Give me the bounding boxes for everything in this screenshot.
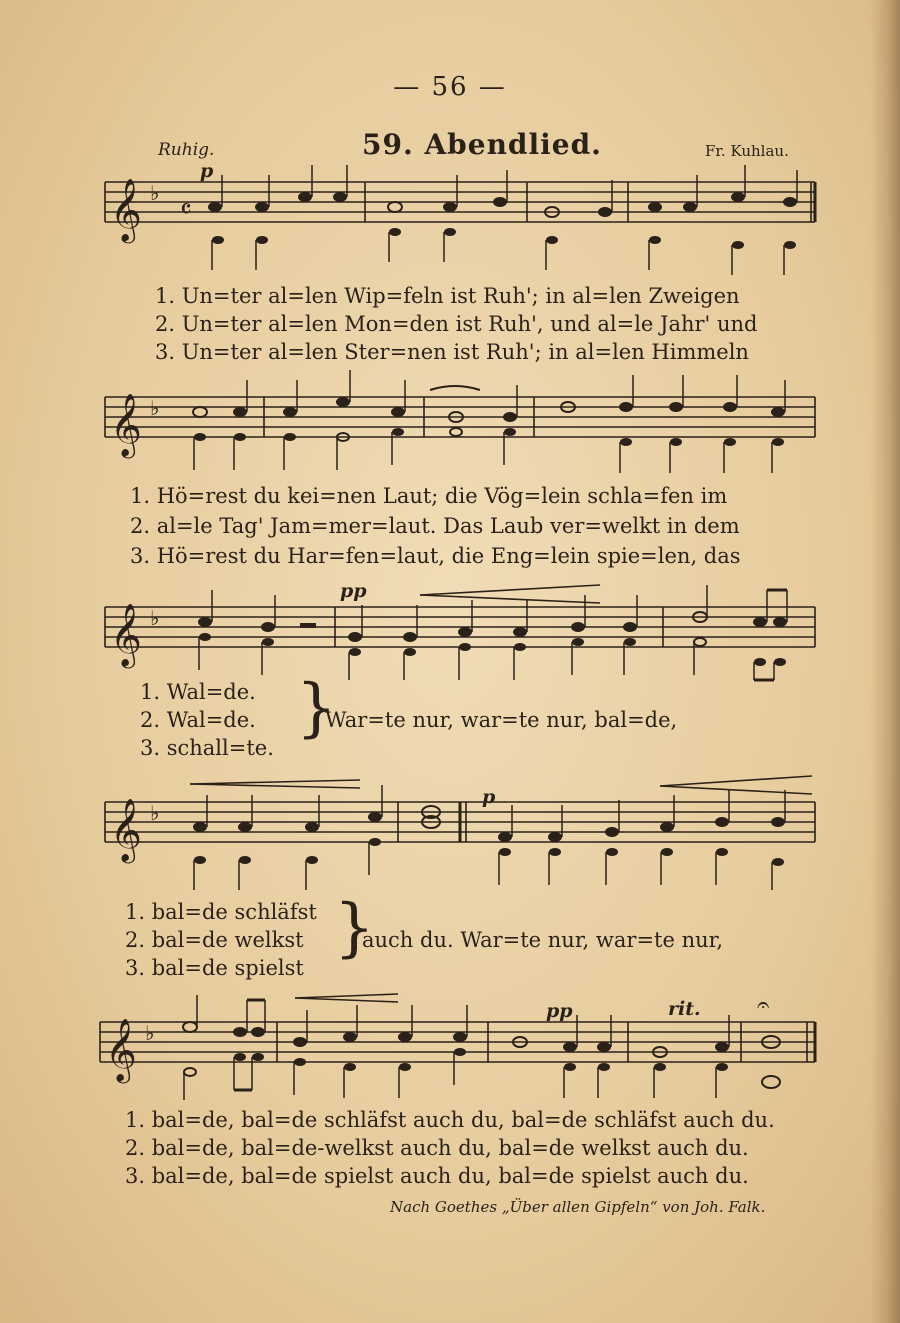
music-staff-3: [0, 595, 900, 690]
shared-lyric: auch du. War=te nur, war=te nur,: [362, 928, 724, 952]
svg-text:♭: ♭: [150, 396, 160, 420]
svg-text:𝄞: 𝄞: [110, 603, 142, 666]
svg-text:♭: ♭: [150, 181, 160, 205]
lyric-line: 3. Hö=rest du Har=fen=laut, die Eng=lein spie=len, das: [130, 544, 741, 568]
dynamic-marking: pp: [340, 580, 367, 602]
lyric-line: 2. bal=de welkst: [125, 928, 304, 952]
lyric-line: 2. bal=de, bal=de-welkst auch du, bal=de welkst auch du.: [125, 1136, 749, 1160]
music-staff-2: [0, 385, 900, 495]
tempo-marking: Ruhig.: [158, 140, 215, 160]
song-title: 59. Abendlied.: [362, 128, 602, 161]
ritardando-marking: rit.: [668, 998, 701, 1020]
svg-text:𝄞: 𝄞: [110, 178, 142, 241]
lyric-line: 1. Wal=de.: [140, 680, 256, 704]
music-staff-4: [0, 790, 900, 900]
dynamic-marking: p: [482, 786, 496, 808]
lyric-line: 1. bal=de, bal=de schläfst auch du, bal=de schläfst auch du.: [125, 1108, 775, 1132]
verse-brace: }: [334, 891, 375, 965]
page-number: — 56 —: [393, 72, 507, 102]
lyric-line: 3. Un=ter al=len Ster=nen ist Ruh'; in al=len Himmeln: [155, 340, 749, 364]
svg-text:𝄴: 𝄴: [180, 195, 192, 225]
svg-text:♭: ♭: [150, 606, 160, 630]
lyric-line: 3. bal=de spielst: [125, 956, 304, 980]
svg-text:𝄐: 𝄐: [757, 993, 770, 1018]
music-staff-1: [0, 170, 900, 280]
svg-text:𝄞: 𝄞: [110, 393, 142, 456]
svg-text:♭: ♭: [145, 1021, 155, 1045]
lyric-line: 2. Wal=de.: [140, 708, 256, 732]
lyric-line: 3. schall=te.: [140, 736, 274, 760]
shared-lyric: War=te nur, war=te nur, bal=de,: [325, 708, 678, 732]
svg-text:𝄞: 𝄞: [110, 798, 142, 861]
verse-brace: }: [296, 671, 337, 745]
lyric-line: 1. Un=ter al=len Wip=feln ist Ruh'; in al=len Zweigen: [155, 284, 740, 308]
composer: Fr. Kuhlau.: [705, 142, 789, 160]
lyric-line: 3. bal=de, bal=de spielst auch du, bal=de spielst auch du.: [125, 1164, 749, 1188]
lyric-line: 2. Un=ter al=len Mon=den ist Ruh', und al=le Jahr' und: [155, 312, 758, 336]
dynamic-marking: pp: [546, 1000, 573, 1022]
svg-text:𝄞: 𝄞: [105, 1018, 137, 1081]
lyric-line: 1. Hö=rest du kei=nen Laut; die Vög=lein schla=fen im: [130, 484, 728, 508]
lyric-line: 2. al=le Tag' Jam=mer=laut. Das Laub ver=welkt in dem: [130, 514, 740, 538]
svg-text:♭: ♭: [150, 801, 160, 825]
dynamic-marking: p: [200, 160, 214, 182]
source-credit: Nach Goethes „Über allen Gipfeln“ von Joh. Falk.: [390, 1198, 766, 1216]
lyric-line: 1. bal=de schläfst: [125, 900, 317, 924]
